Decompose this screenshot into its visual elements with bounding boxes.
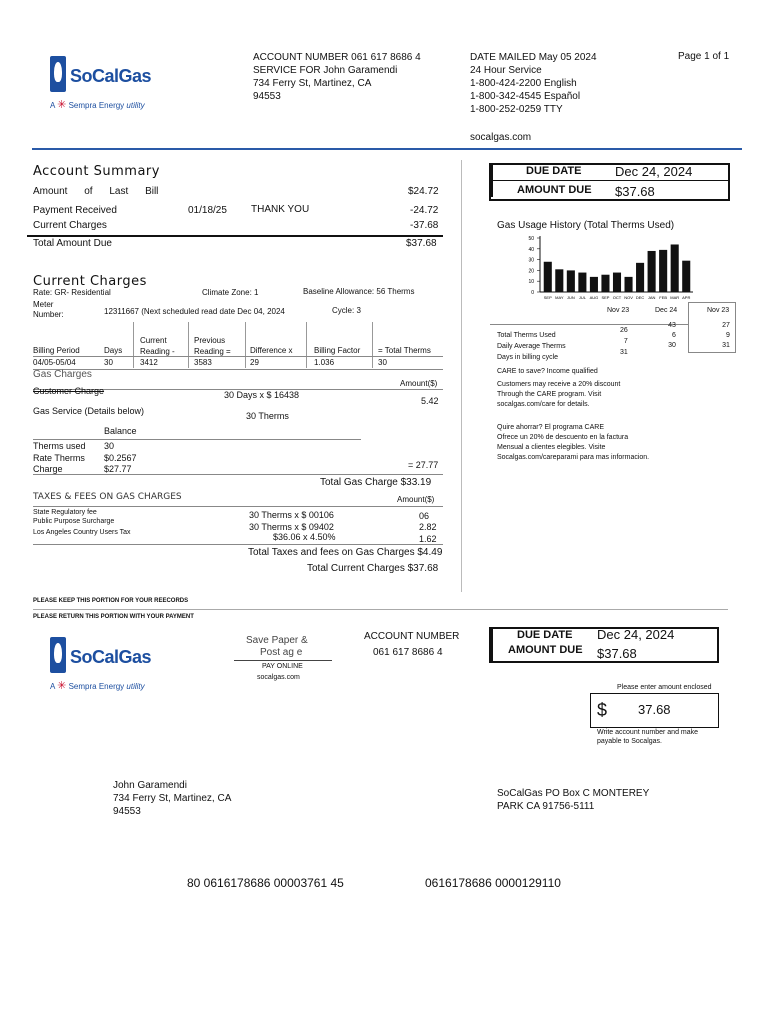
sempra-tagline: A ✳ Sempra Energy utility bbox=[50, 99, 145, 111]
total-taxes: Total Taxes and fees on Gas Charges $4.49 bbox=[248, 547, 443, 558]
tax-calc-3: $36.06 x 4.50% bbox=[273, 532, 336, 542]
customer-charge-amount: 5.42 bbox=[421, 396, 439, 406]
usage-col-1: Nov 23 bbox=[607, 307, 630, 314]
table-col-divider bbox=[245, 322, 246, 368]
header-contact-block bbox=[470, 51, 597, 116]
socalgas-logo-stub bbox=[50, 637, 170, 693]
usage-table-rule bbox=[490, 324, 688, 325]
td-total-therms: 30 bbox=[378, 358, 387, 367]
usage-bar-month-label: SEP bbox=[543, 295, 552, 300]
rate: Rate: GR- Residential bbox=[33, 288, 111, 297]
tax-label-1: State Regulatory fee bbox=[33, 509, 97, 516]
return-portion-text: PLEASE RETURN THIS PORTION WITH YOUR PAYMENT bbox=[33, 614, 194, 620]
usage-bar-month-label: SEP bbox=[601, 295, 610, 300]
sempra-star-icon: ✳ bbox=[57, 680, 67, 692]
care-spanish: Quire ahorrar? El programa CARE Ofrece un 20% de descuento en la factura Mensual a clientes elegibles. Visite Socalgas.com/careparami para mas informacion. bbox=[497, 424, 650, 461]
due-date: Dec 24, 2024 bbox=[615, 164, 693, 179]
usage-row-labels: Total Therms Used Daily Average Therms Days in billing cycle bbox=[497, 332, 566, 361]
header-address-2: 94553 bbox=[253, 91, 281, 102]
usage-title: Gas Usage History (Total Therms Used) bbox=[497, 220, 675, 231]
tax-amount-1: 06 bbox=[419, 511, 430, 521]
th-days: Days bbox=[104, 346, 123, 355]
amount-due-label: AMOUNT DUE bbox=[517, 184, 592, 196]
cycle: Cycle: 3 bbox=[332, 306, 361, 315]
usage-bar bbox=[601, 275, 609, 292]
table-col-divider bbox=[133, 322, 134, 368]
usage-col-2: Dec 24 bbox=[655, 307, 678, 314]
th-billing-factor: Billing Factor bbox=[314, 346, 361, 355]
date-mailed: DATE MAILED May 05 2024 bbox=[470, 52, 597, 63]
amount-last-bill-label: Amount of Last Bill bbox=[33, 186, 159, 197]
tax-label-2: Public Purpose Surcharge bbox=[33, 518, 115, 525]
account-summary-title: Account Summary bbox=[33, 164, 160, 179]
usage-bar bbox=[648, 251, 656, 292]
website-link[interactable]: socalgas.com bbox=[470, 132, 532, 143]
taxes-total-rule bbox=[33, 544, 443, 545]
flame-icon bbox=[50, 56, 66, 92]
header-account-block bbox=[253, 51, 421, 103]
payment-received-label: Payment Received bbox=[33, 205, 117, 216]
payment-note: THANK YOU bbox=[251, 204, 310, 215]
amount-enclosed-value: 37.68 bbox=[638, 702, 671, 717]
usage-bar bbox=[590, 277, 598, 292]
meter-number: 12311667 (Next scheduled read date Dec 04, 2024 bbox=[104, 307, 285, 316]
usage-bar-month-label: FEB bbox=[659, 295, 668, 300]
column-divider bbox=[461, 160, 462, 592]
save-paper-2: Post ag e bbox=[260, 647, 303, 658]
td-difference: 29 bbox=[250, 358, 259, 367]
td-days: 30 bbox=[104, 358, 113, 367]
therms-used: 30 bbox=[104, 441, 115, 451]
usage-bar-month-label: MAY bbox=[555, 295, 564, 300]
gas-service-label: Gas Service (Details below) bbox=[33, 406, 145, 416]
usage-bar-month-label: JAN bbox=[647, 295, 656, 300]
tax-calc-1: 30 Therms x $ 00106 bbox=[249, 510, 334, 520]
rate-values: $0.2567 $27.77 bbox=[104, 453, 137, 474]
logo-text: SoCalGas bbox=[70, 647, 152, 667]
gas-charge-total: = 27.77 bbox=[408, 460, 439, 470]
page-number: Page 1 of 1 bbox=[678, 51, 730, 62]
usage-bar bbox=[613, 273, 621, 292]
customer-charge-calc: 30 Days x $ 16438 bbox=[224, 390, 300, 400]
chart-ytick-label: 20 bbox=[528, 268, 534, 275]
usage-bar bbox=[636, 263, 644, 292]
save-paper-1: Save Paper & bbox=[246, 635, 308, 646]
dollar-sign: $ bbox=[597, 700, 608, 720]
hour-service: 24 Hour Service bbox=[470, 65, 542, 76]
usage-bar-month-label: MAR bbox=[670, 295, 680, 300]
usage-col1-values: 26 7 31 bbox=[620, 327, 628, 356]
td-billing-factor: 1.036 bbox=[314, 358, 335, 367]
sempra-star-icon: ✳ bbox=[57, 99, 67, 111]
stub-account-label: ACCOUNT NUMBER bbox=[364, 631, 460, 642]
total-current-charges: Total Current Charges $37.68 bbox=[307, 563, 439, 574]
total-amount-due: $37.68 bbox=[406, 238, 437, 249]
gas-charges-title: Gas Charges bbox=[33, 369, 92, 380]
chart-ytick-label: 0 bbox=[531, 290, 534, 296]
chart-ytick-label: 40 bbox=[528, 246, 534, 253]
header-service-for: SERVICE FOR John Garamendi bbox=[253, 65, 398, 76]
th-difference: Difference x bbox=[250, 346, 293, 355]
pay-online[interactable]: PAY ONLINE bbox=[262, 663, 303, 670]
stub-due-date-label: DUE DATE bbox=[517, 629, 573, 641]
usage-bar bbox=[567, 270, 575, 292]
td-previous-reading: 3583 bbox=[194, 358, 212, 367]
stub-amount-due-label: AMOUNT DUE bbox=[508, 644, 583, 656]
gas-service-therms: 30 Therms bbox=[246, 411, 289, 421]
phone-espanol: 1-800-342-4545 Español bbox=[470, 91, 581, 102]
phone-tty: 1-800-252-0259 TTY bbox=[470, 104, 563, 115]
total-gas-charge: Total Gas Charge $33.19 bbox=[320, 477, 432, 488]
header-account-number: ACCOUNT NUMBER 061 617 8686 4 bbox=[253, 52, 421, 63]
scanline-2: 0616178686 0000129110 bbox=[425, 876, 561, 890]
th-total-therms: = Total Therms bbox=[378, 346, 431, 355]
usage-bar-month-label: APR bbox=[682, 295, 691, 300]
balance-rule bbox=[33, 439, 361, 440]
therms-used-label: Therms used bbox=[33, 441, 86, 451]
usage-bar-month-label: JUL bbox=[578, 295, 586, 300]
chart-ytick-label: 30 bbox=[528, 257, 534, 264]
chart-ytick-label: 50 bbox=[528, 236, 534, 242]
usage-bar bbox=[544, 262, 552, 292]
amount-last-bill: $24.72 bbox=[408, 186, 439, 197]
usage-bar-month-label: AUG bbox=[589, 295, 599, 300]
logo-text: SoCalGas bbox=[70, 66, 152, 86]
usage-chart bbox=[510, 232, 695, 302]
stub-account-number: 061 617 8686 4 bbox=[373, 647, 443, 658]
tax-amount-2: 2.82 bbox=[419, 522, 437, 532]
table-row-rule bbox=[33, 369, 443, 370]
usage-col3-values: 27 9 31 bbox=[722, 322, 730, 349]
sempra-tagline: A ✳ Sempra Energy utility bbox=[50, 680, 145, 692]
chart-ytick-label: 10 bbox=[528, 279, 534, 286]
rate-therms-label: Rate Therms Charge bbox=[33, 453, 85, 474]
tax-amount-3: 1.62 bbox=[419, 534, 437, 544]
baseline-allowance: Baseline Allowance: 56 Therms bbox=[303, 287, 415, 296]
keep-portion-text: PLEASE KEEP THIS PORTION FOR YOUR REECORDS bbox=[33, 598, 189, 604]
usage-bar bbox=[659, 250, 667, 292]
td-billing-period: 04/05-05/04 bbox=[33, 358, 76, 367]
customer-charge-label: Customer Charge bbox=[33, 386, 105, 396]
gas-amount-header: Amount($) bbox=[400, 379, 438, 388]
customer-mailing-address: John Garamendi 734 Ferry St, Martinez, CA 94553 bbox=[113, 780, 232, 817]
due-date-label: DUE DATE bbox=[526, 165, 582, 177]
payment-date: 01/18/25 bbox=[188, 205, 227, 216]
stub-due-date: Dec 24, 2024 bbox=[597, 627, 675, 642]
care-english: CARE to save? Income qualified Customers may receive a 20% discount Through the CARE program. Visit socalgas.com/care for details. bbox=[497, 368, 621, 408]
save-paper-rule bbox=[234, 660, 332, 661]
usage-bar-month-label: NOV bbox=[624, 295, 633, 300]
usage-bar bbox=[625, 277, 633, 292]
usage-col-3: Nov 23 bbox=[707, 307, 730, 314]
payment-amount: -24.72 bbox=[410, 205, 439, 216]
th-previous-reading: Previous Reading = bbox=[194, 336, 231, 356]
usage-bar bbox=[682, 261, 690, 292]
amount-due: $37.68 bbox=[615, 184, 655, 199]
usage-bar bbox=[671, 244, 679, 292]
stub-amount-due: $37.68 bbox=[597, 646, 637, 661]
remit-address: SoCalGas PO Box C MONTEREY PARK CA 91756-5111 bbox=[497, 788, 650, 812]
header-divider bbox=[32, 148, 742, 150]
phone-english: 1-800-424-2200 English bbox=[470, 78, 577, 89]
summary-divider bbox=[27, 235, 443, 237]
usage-col2-values: 43 6 30 bbox=[668, 322, 676, 349]
tax-calc-2: 30 Therms x $ 09402 bbox=[249, 522, 334, 532]
table-col-divider bbox=[188, 322, 189, 368]
flame-icon bbox=[50, 637, 66, 673]
current-charges-title: Current Charges bbox=[33, 274, 147, 289]
current-charges-amount: -37.68 bbox=[410, 220, 439, 231]
gas-total-rule bbox=[33, 474, 443, 475]
usage-bar bbox=[555, 269, 563, 292]
tax-label-3: Los Angeles Country Users Tax bbox=[33, 529, 131, 536]
scanline-1: 80 0616178686 00003761 45 bbox=[187, 876, 344, 890]
header-address-1: 734 Ferry St, Martinez, CA bbox=[253, 78, 372, 89]
total-amount-due-label: Total Amount Due bbox=[33, 238, 112, 249]
usage-bar bbox=[578, 273, 586, 292]
taxes-rule bbox=[33, 506, 443, 507]
climate-zone: Climate Zone: 1 bbox=[202, 288, 259, 297]
taxes-amount-header: Amount($) bbox=[397, 495, 435, 504]
td-current-reading: 3412 bbox=[140, 358, 158, 367]
table-header-rule bbox=[33, 356, 443, 357]
table-col-divider bbox=[306, 322, 307, 368]
usage-bar-month-label: JUN bbox=[566, 295, 575, 300]
balance-label: Balance bbox=[104, 426, 137, 436]
table-col-divider bbox=[372, 322, 373, 368]
usage-bar-month-label: DEC bbox=[635, 295, 645, 300]
usage-bar-month-label: OCT bbox=[612, 295, 622, 300]
taxes-title: TAXES & FEES ON GAS CHARGES bbox=[33, 492, 182, 502]
tear-line bbox=[33, 609, 728, 610]
pay-online-site[interactable]: socalgas.com bbox=[257, 674, 300, 681]
th-billing-period: Billing Period bbox=[33, 346, 80, 355]
write-account-note: Write account number and make payable to Socalgas. bbox=[597, 729, 699, 745]
current-charges-label: Current Charges bbox=[33, 220, 107, 231]
due-box-divider bbox=[489, 180, 730, 181]
enter-amount-label: Please enter amount enclosed bbox=[617, 684, 712, 691]
socalgas-logo bbox=[50, 56, 170, 112]
th-current-reading: Current Reading - bbox=[140, 336, 175, 356]
meter-label: Meter Number: bbox=[33, 300, 64, 319]
